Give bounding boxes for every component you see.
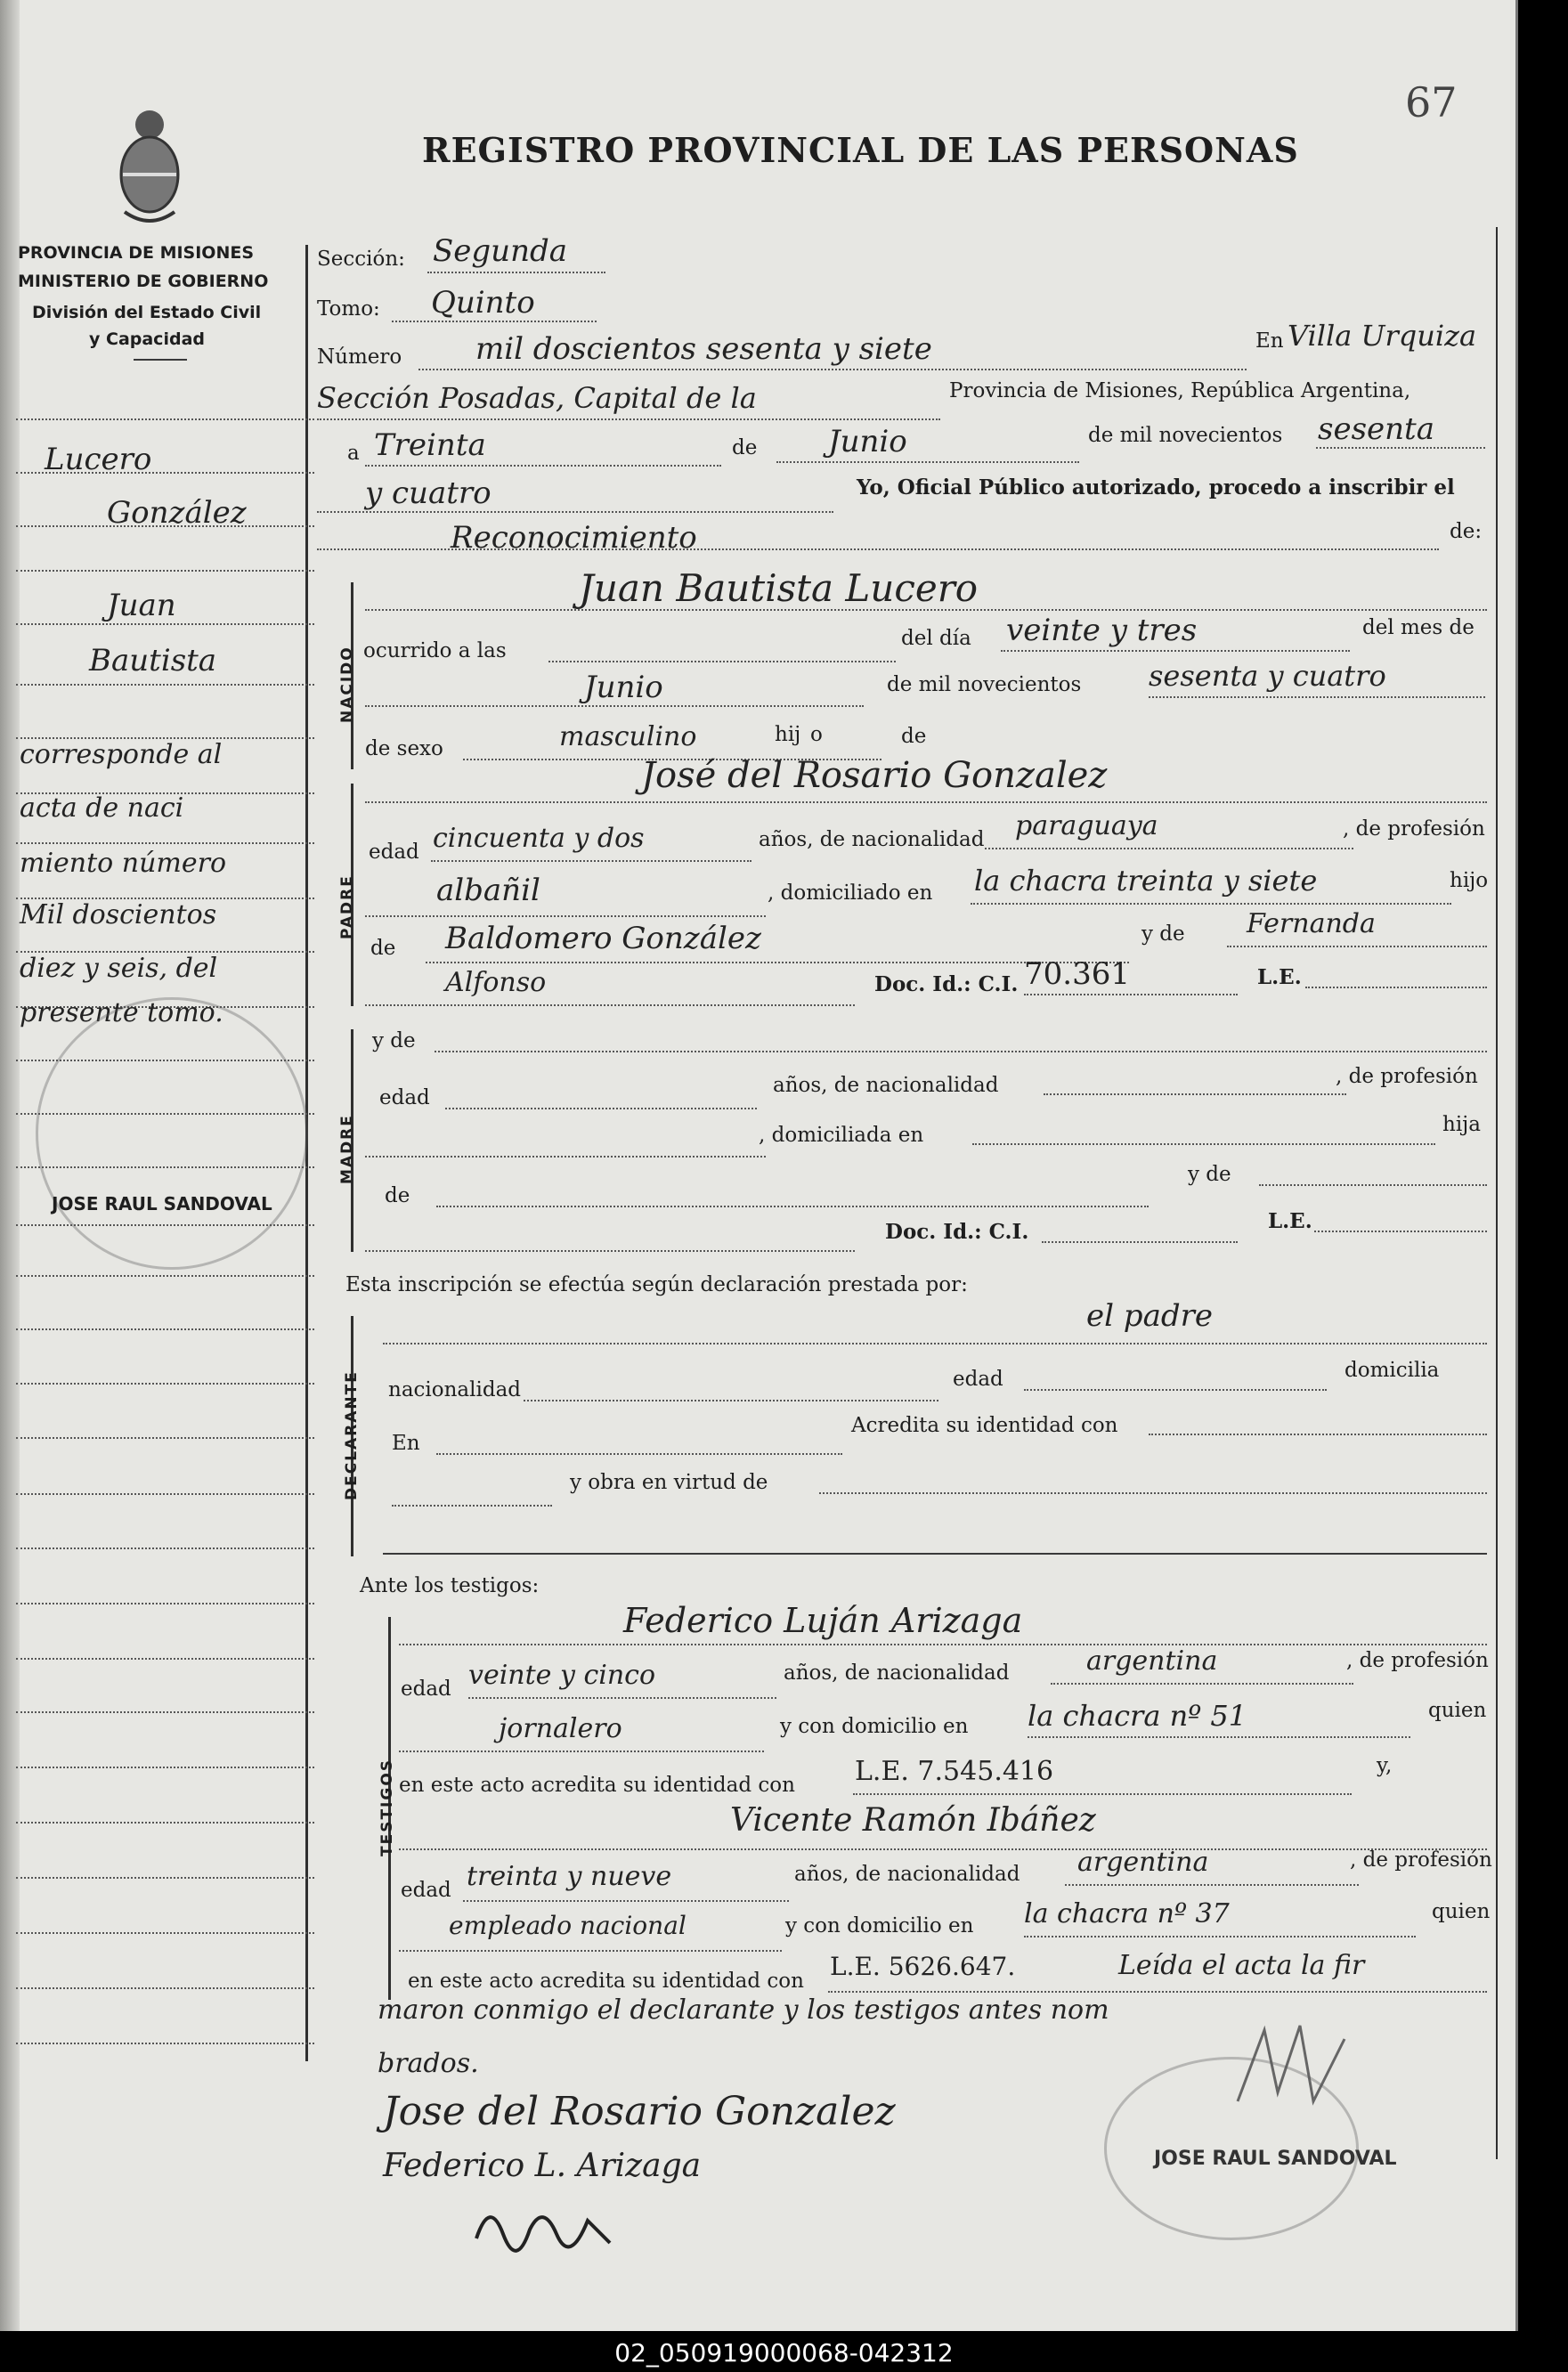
margin-line: [16, 842, 314, 844]
anio2-value: y cuatro: [365, 475, 492, 511]
padre-edad-label: edad: [369, 841, 419, 864]
agency-line2: MINISTERIO DE GOBIERNO: [18, 272, 269, 291]
madre-prof-label: , de profesión: [1336, 1065, 1478, 1088]
document-id: 02_050919000068-042312: [614, 2338, 954, 2368]
margin-line: [16, 1437, 314, 1439]
madre-edad-line: [445, 1108, 757, 1109]
t1-doc-value: L.E. 7.545.416: [855, 1756, 1054, 1787]
t2-edad-label: edad: [401, 1879, 451, 1902]
padre-anos-label: años, de nacionalidad: [759, 828, 985, 851]
madre-ci-line: [1042, 1241, 1238, 1243]
margin-surname2: González: [107, 495, 247, 531]
testigos-section-label: TESTIGOS: [378, 1758, 396, 1856]
mes-value: Junio: [828, 424, 907, 459]
abuela-value: Fernanda: [1247, 908, 1376, 939]
padre-dom-value: la chacra treinta y siete: [974, 864, 1318, 898]
padre-ci-line: [1024, 994, 1238, 995]
seccion-lugar-value: Sección Posadas, Capital de la: [317, 381, 757, 415]
margin-surname1: Lucero: [45, 442, 152, 477]
decl-virtud-pre-line: [392, 1505, 552, 1507]
padre-doc-label: Doc. Id.: C.I.: [874, 972, 1019, 996]
right-border: [1496, 227, 1498, 2159]
de-mil-nac-label: de mil novecientos: [887, 673, 1082, 696]
margin-line: [16, 1658, 314, 1660]
decl-edad-line: [1024, 1389, 1327, 1391]
madre-edad-label: edad: [379, 1086, 430, 1109]
margin-name2: Bautista: [89, 643, 217, 678]
ante-testigos-label: Ante los testigos:: [360, 1574, 540, 1597]
padre-nombre-value: José del Rosario Gonzalez: [641, 755, 1108, 796]
t2-anos-label: años, de nacionalidad: [794, 1863, 1020, 1886]
cierre-line2: maron conmigo el declarante y los testigos antes nom: [378, 1994, 1109, 2026]
testigo1-value: Federico Luján Arizaga: [623, 1601, 1023, 1640]
page-number: 67: [1405, 78, 1458, 126]
en-label: En: [1255, 329, 1284, 353]
madre-de-label: de: [385, 1184, 410, 1207]
de-colon-label: de:: [1450, 520, 1483, 543]
madre-section-label: MADRE: [338, 1114, 356, 1184]
t2-dom-value: la chacra nº 37: [1024, 1898, 1230, 1929]
margin-note4: Mil doscientos: [20, 899, 217, 930]
margin-line: [16, 1328, 314, 1330]
madre-nac-line: [1044, 1093, 1346, 1095]
madre-hija-label: hija: [1442, 1113, 1482, 1136]
margin-line: [16, 1711, 314, 1713]
t1-dom-label: y con domicilio en: [780, 1715, 969, 1738]
t1-edad-value: veinte y cinco: [468, 1660, 656, 1691]
nombre-value: Juan Bautista Lucero: [579, 566, 979, 610]
numero-value: mil doscientos sesenta y siete: [475, 331, 932, 367]
margin-note6: presente tomo.: [20, 997, 223, 1028]
margin-note1: corresponde al: [20, 739, 223, 770]
t2-doc-value: L.E. 5626.647.: [830, 1952, 1016, 1981]
seccion-value: Segunda: [433, 233, 568, 269]
numero-label: Número: [317, 345, 402, 369]
padre-le-line: [1305, 987, 1487, 988]
abuela2-value: Alfonso: [445, 967, 547, 998]
anio-nac-value: sesenta y cuatro: [1149, 659, 1386, 693]
decl-acredita-label: Acredita su identidad con: [851, 1414, 1118, 1437]
margin-line: [16, 1547, 314, 1549]
t1-acredita-label: en este acto acredita su identidad con: [399, 1774, 795, 1797]
page-title: REGISTRO PROVINCIAL DE LAS PERSONAS: [422, 130, 1299, 170]
decl-nac-label: nacionalidad: [388, 1378, 522, 1401]
anio2-line: [317, 511, 833, 513]
madre-prof-line: [365, 1156, 766, 1158]
t2-dom-label: y con domicilio en: [785, 1914, 974, 1937]
margin-line: [16, 1822, 314, 1824]
t2-acredita-label: en este acto acredita su identidad con: [408, 1970, 804, 1993]
dia-line: [365, 465, 721, 467]
official-seal-left: [36, 997, 308, 1270]
margin-line: [16, 623, 314, 625]
decl-acredita-line: [1149, 1434, 1487, 1435]
abuela2-line: [365, 1004, 855, 1006]
padre-de-label: de: [370, 937, 396, 960]
anio-value: sesenta: [1318, 411, 1434, 447]
t1-quien-label: quien: [1428, 1699, 1487, 1722]
declarante-section-label: DECLARANTE: [343, 1370, 361, 1500]
madre-doc-label: Doc. Id.: C.I.: [885, 1220, 1029, 1244]
hora-line: [548, 661, 896, 662]
anio-line: [1316, 447, 1485, 449]
coat-of-arms-icon: [107, 105, 192, 230]
a-label: a: [347, 442, 360, 465]
cierre-line3: brados.: [378, 2048, 479, 2079]
decl-virtud-label: y obra en virtud de: [570, 1471, 768, 1494]
hij-label: hij: [775, 723, 801, 746]
testigo1-line: [399, 1644, 1487, 1645]
madre-abuela2-line: [365, 1250, 855, 1252]
padre-prof-line: [365, 915, 766, 917]
anio-nac-line: [1149, 696, 1485, 698]
margin-line: [16, 418, 314, 420]
t2-prof-value: empleado nacional: [449, 1911, 687, 1940]
decl-virtud-line: [819, 1492, 1487, 1494]
testigo2-value: Vicente Ramón Ibáñez: [730, 1802, 1096, 1839]
dia-nac-line: [1001, 650, 1350, 652]
mes-nac-line: [365, 705, 864, 707]
t1-nac-value: argentina: [1086, 1645, 1218, 1677]
t1-edad-line: [468, 1697, 776, 1699]
mes-line: [776, 461, 1079, 463]
declarante-line: [383, 1343, 1487, 1344]
madre-abuela-line: [1259, 1184, 1487, 1186]
margin-line: [16, 1932, 314, 1934]
seccion-line: [427, 272, 605, 273]
margin-line: [16, 1603, 314, 1604]
t1-edad-label: edad: [401, 1677, 451, 1701]
margin-name1: Juan: [107, 588, 176, 623]
dia-value: Treinta: [374, 427, 486, 463]
signature-declarante: Jose del Rosario Gonzalez: [383, 2089, 896, 2134]
madre-abuelo-line: [436, 1206, 1149, 1207]
agency-line4: y Capacidad: [89, 329, 205, 349]
t2-edad-line: [463, 1900, 789, 1902]
madre-anos-label: años, de nacionalidad: [773, 1074, 999, 1097]
mes-nac-value: Junio: [584, 670, 663, 705]
padre-ci-value: 70.361: [1024, 956, 1130, 992]
acto-value: Reconocimiento: [451, 520, 697, 556]
abuelo-value: Baldomero González: [445, 921, 761, 956]
decl-en-line: [436, 1453, 842, 1455]
t1-prof-line: [399, 1751, 764, 1752]
t1-anos-label: años, de nacionalidad: [784, 1661, 1010, 1685]
decl-bottom-rule: [383, 1553, 1487, 1555]
margin-line: [16, 684, 314, 686]
padre-nac-line: [985, 848, 1353, 849]
margin-line: [16, 1493, 314, 1495]
yo-oficial-label: Yo, Oficial Público autorizado, procedo a inscribir el: [857, 475, 1455, 500]
de-label: de: [732, 436, 758, 459]
seccion-lugar-line: [317, 418, 940, 420]
abuela-line: [1227, 946, 1487, 947]
tomo-line: [392, 321, 597, 322]
padre-nac-value: paraguaya: [1015, 810, 1158, 841]
sexo-value: masculino: [559, 721, 697, 752]
lugar-value: Villa Urquiza: [1288, 319, 1477, 353]
del-mes-label: del mes de: [1362, 616, 1475, 639]
decl-nac-line: [524, 1400, 938, 1401]
madre-le-line: [1314, 1231, 1487, 1232]
t1-dom-line: [1028, 1736, 1410, 1738]
margin-line: [16, 1383, 314, 1385]
testigo2-line: [399, 1848, 1487, 1850]
t2-dom-line: [1024, 1936, 1416, 1937]
hij-suffix: o: [810, 723, 823, 746]
padre-section-label: PADRE: [338, 874, 356, 939]
padre-dom-label: , domiciliado en: [768, 881, 933, 905]
margin-line: [16, 2043, 314, 2044]
t1-prof-label: , de profesión: [1346, 1649, 1489, 1672]
t2-doc-line: [828, 1991, 1487, 1993]
declaracion-label: Esta inscripción se efectúa según declaración prestada por:: [345, 1273, 968, 1296]
agency-underline: [134, 359, 187, 361]
t1-prof-value: jornalero: [499, 1713, 622, 1744]
margin-note5: diez y seis, del: [20, 953, 218, 984]
padre-prof-label: , de profesión: [1343, 817, 1485, 841]
margin-line: [16, 570, 314, 572]
margin-note3: miento número: [20, 848, 227, 879]
madre-le-label: L.E.: [1268, 1209, 1312, 1233]
margin-line: [16, 1767, 314, 1768]
provincia-label: Provincia de Misiones, República Argentina,: [949, 379, 1411, 402]
cierre-line1: Leída el acta la fir: [1118, 1950, 1365, 1981]
official-signature-icon: [472, 2194, 614, 2256]
t1-doc-line: [853, 1793, 1352, 1795]
padre-nombre-line: [365, 801, 1487, 803]
padre-prof-value: albañil: [436, 873, 540, 908]
padre-hijo-label: hijo: [1450, 869, 1489, 892]
page-binding: [0, 0, 20, 2331]
t2-nac-line: [1065, 1884, 1359, 1886]
decl-domicilia-label: domicilia: [1345, 1359, 1440, 1382]
edge-bar: [1523, 105, 1568, 118]
t1-y-label: y,: [1377, 1754, 1393, 1777]
tomo-label: Tomo:: [317, 297, 380, 321]
decl-en-label: En: [392, 1432, 420, 1455]
ocurrido-label: ocurrido a las: [363, 639, 507, 662]
decl-edad-label: edad: [953, 1368, 1003, 1391]
margin-line: [16, 1987, 314, 1989]
del-dia-label: del día: [901, 627, 971, 650]
margin-note2: acta de naci: [20, 792, 184, 824]
t2-nac-value: argentina: [1077, 1847, 1209, 1878]
t1-nac-line: [1051, 1683, 1353, 1685]
madre-yde2-label: y de: [1188, 1163, 1231, 1186]
sexo-label: de sexo: [365, 737, 443, 760]
declarante-value: el padre: [1086, 1298, 1213, 1334]
seccion-label: Sección:: [317, 248, 405, 271]
signature-testigo: Federico L. Arizaga: [383, 2148, 702, 2184]
nacido-section-label: NACIDO: [338, 646, 356, 723]
tomo-value: Quinto: [431, 285, 535, 321]
margin-line: [16, 1877, 314, 1879]
t2-edad-value: treinta y nueve: [467, 1861, 672, 1892]
madre-yde-label: y de: [372, 1029, 416, 1052]
agency-line1: PROVINCIA DE MISIONES: [18, 243, 255, 263]
madre-nombre-line: [435, 1051, 1487, 1052]
madre-dom-line: [972, 1143, 1435, 1145]
t1-dom-value: la chacra nº 51: [1028, 1699, 1247, 1733]
padre-edad-value: cincuenta y dos: [433, 823, 645, 854]
officer-stamp-right: JOSE RAUL SANDOVAL: [1154, 2148, 1397, 2170]
dia-nac-value: veinte y tres: [1006, 613, 1198, 648]
madre-dom-label: , domiciliada en: [759, 1124, 924, 1147]
padre-yde-label: y de: [1141, 922, 1185, 946]
margin-line: [16, 1275, 314, 1277]
padre-dom-line: [971, 903, 1451, 905]
padre-le-label: L.E.: [1257, 965, 1302, 989]
de-sexo-label: de: [901, 725, 927, 748]
de-mil-label: de mil novecientos: [1088, 424, 1283, 447]
numero-line: [418, 369, 1247, 370]
t2-prof-line: [399, 1950, 782, 1952]
agency-line3: División del Estado Civil: [32, 303, 262, 322]
t2-quien-label: quien: [1432, 1900, 1491, 1923]
padre-edad-line: [431, 860, 752, 862]
officer-stamp-left: JOSE RAUL SANDOVAL: [52, 1193, 272, 1214]
t2-prof-label: , de profesión: [1350, 1848, 1492, 1872]
